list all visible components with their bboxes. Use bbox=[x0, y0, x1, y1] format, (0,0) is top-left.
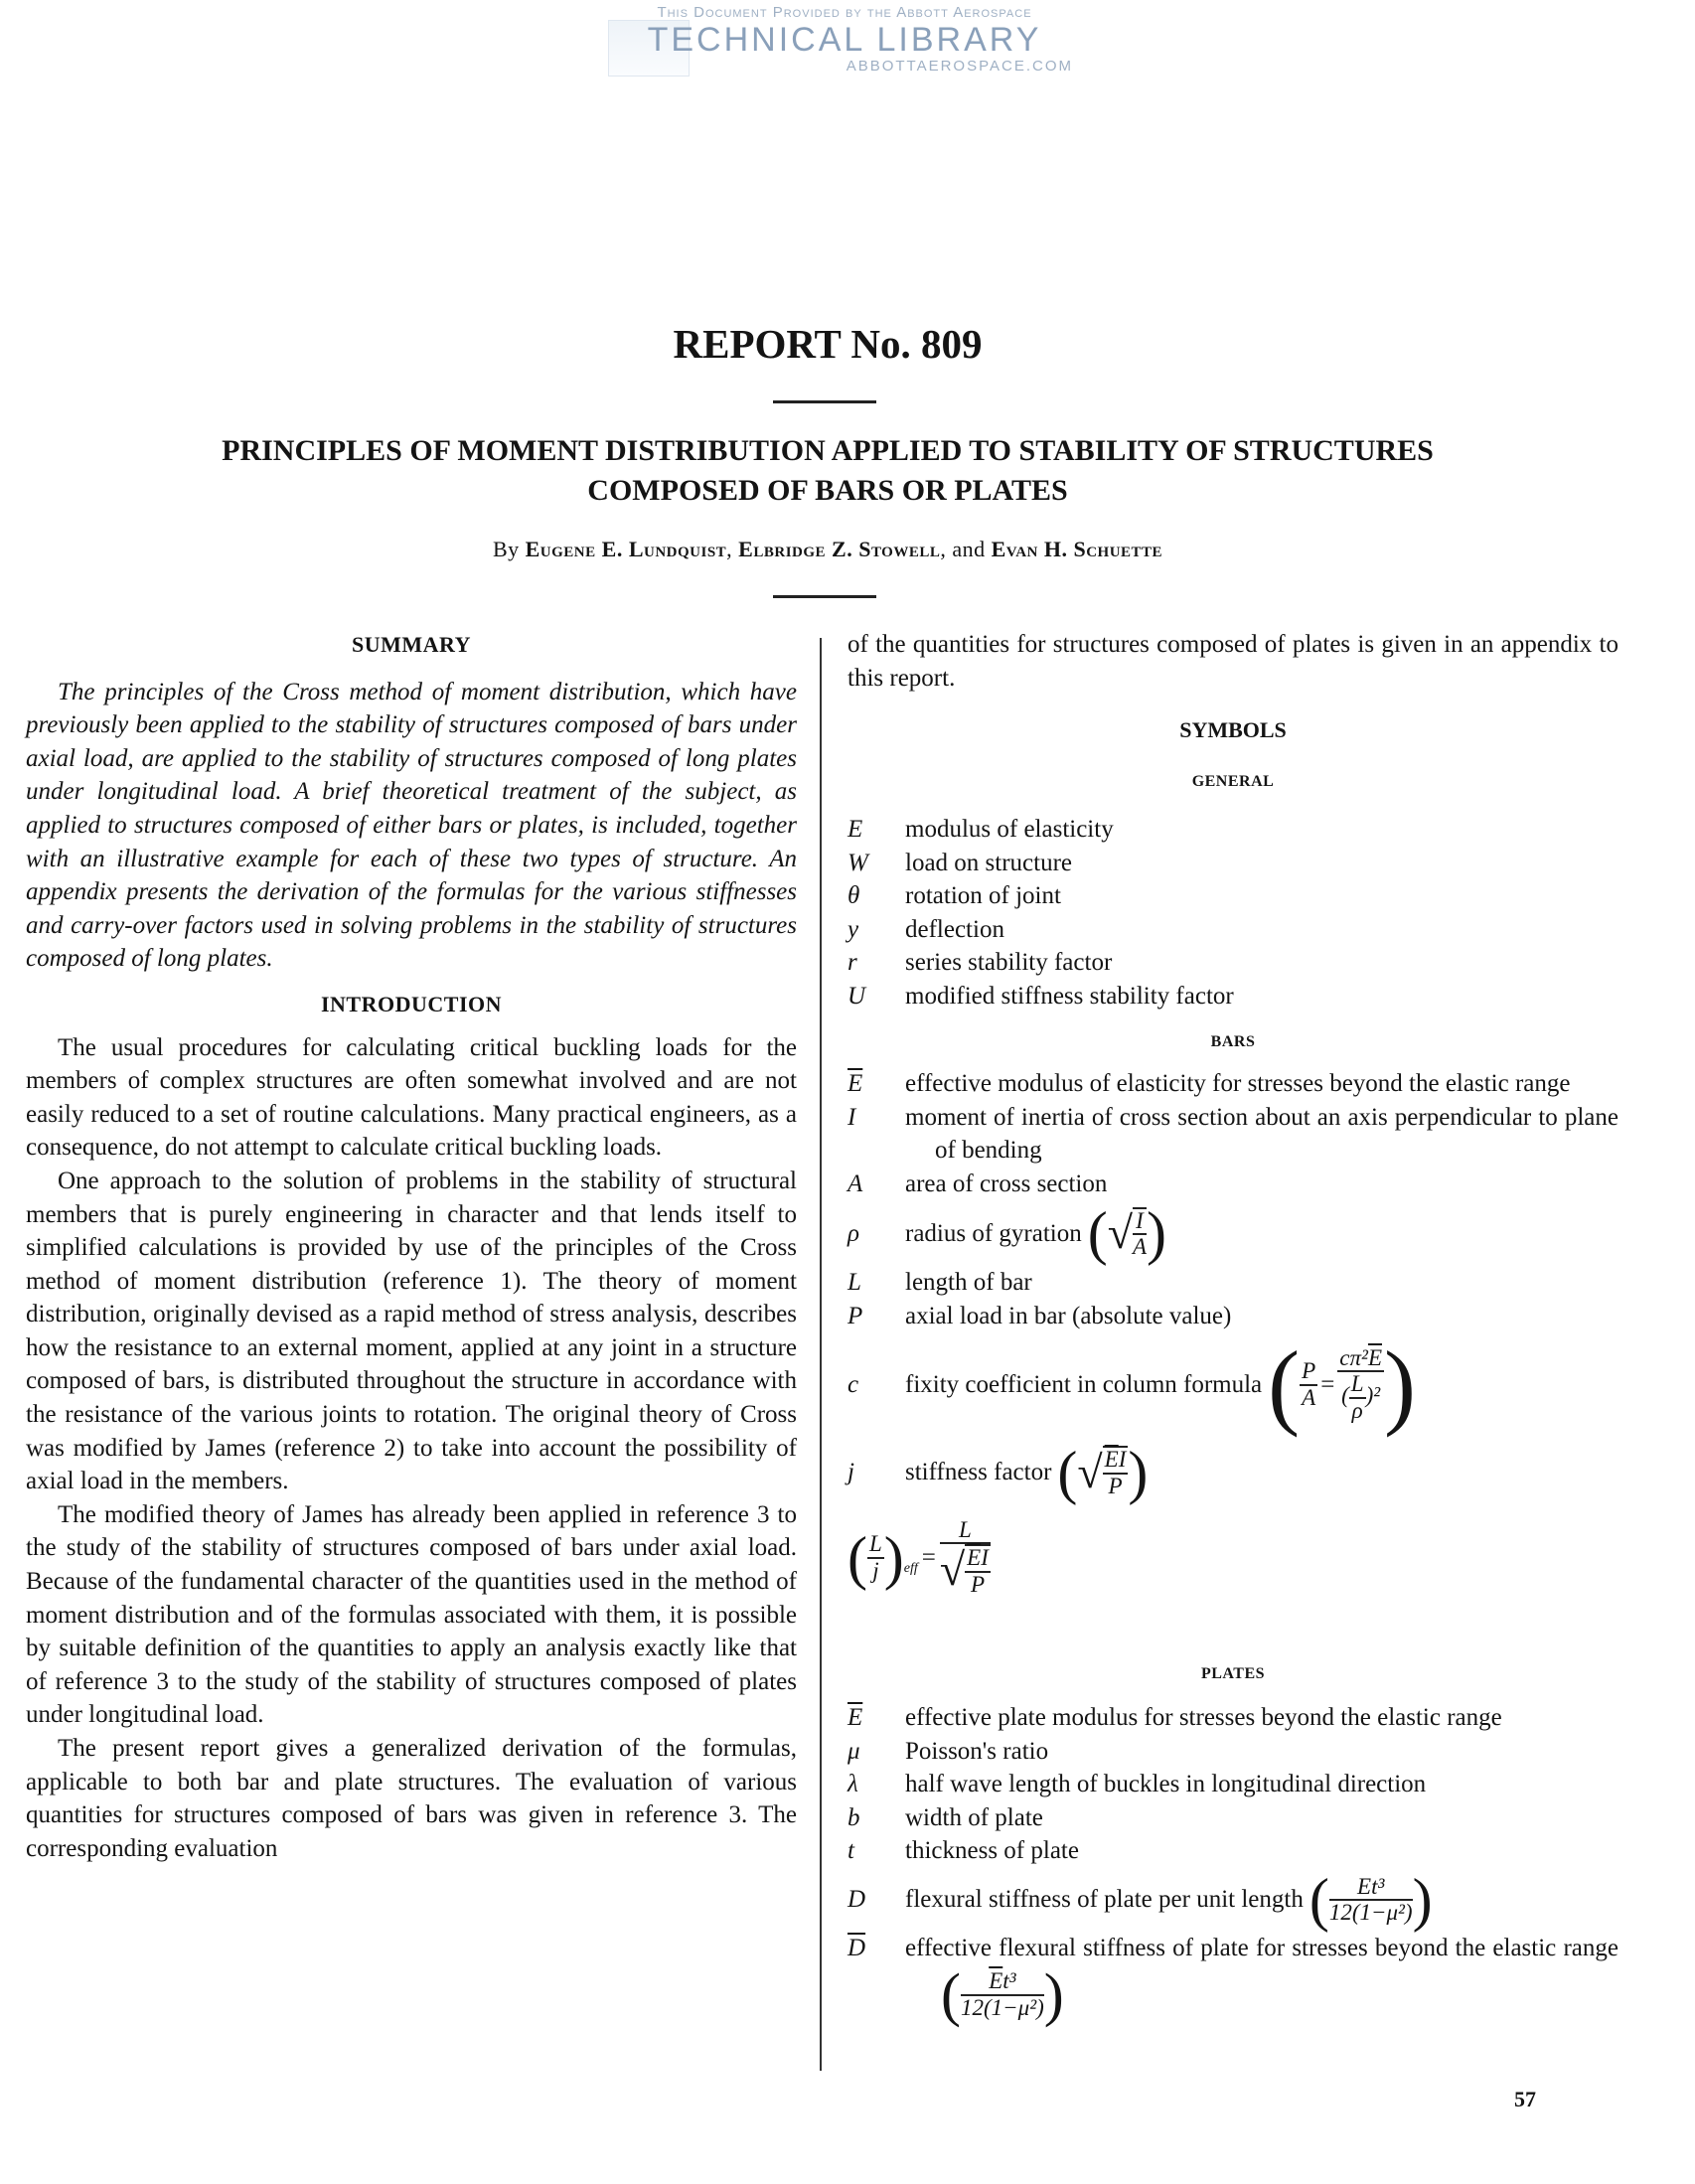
symbol: ρ bbox=[848, 1219, 859, 1247]
symbol-row bbox=[848, 1834, 1618, 1868]
title-line: PRINCIPLES OF MOMENT DISTRIBUTION APPLIED TO STABILITY OF STRUCTURES bbox=[222, 434, 1434, 467]
watermark-url: ABBOTTAEROSPACE.COM bbox=[846, 58, 1073, 75]
symbol-row bbox=[848, 1701, 1618, 1735]
symbol-row bbox=[848, 847, 1618, 880]
symbol: $\overline{D}$ bbox=[848, 1934, 866, 1961]
symbol: t bbox=[848, 1837, 854, 1865]
symbol-row bbox=[848, 1868, 1618, 1932]
symbol: y bbox=[848, 915, 859, 943]
symbol-desc: effective plate modulus for stresses beyond the elastic range bbox=[905, 1704, 1502, 1731]
symbol-desc: axial load in bar (absolute value) bbox=[905, 1302, 1232, 1329]
symbol-desc: flexural stiffness of plate per unit length bbox=[905, 1886, 1304, 1914]
symbol-row bbox=[848, 1330, 1618, 1438]
divider-rule bbox=[773, 400, 876, 403]
symbol: L bbox=[848, 1269, 861, 1297]
symbol-row bbox=[848, 879, 1618, 913]
symbol-row bbox=[848, 913, 1618, 947]
page-number: 57 bbox=[1514, 2087, 1536, 2111]
symbol-row bbox=[848, 1101, 1618, 1168]
symbol-row bbox=[848, 1067, 1618, 1101]
symbol: U bbox=[848, 982, 866, 1010]
formula: (√ $\frac{EI}{P}$ ) bbox=[1057, 1439, 1149, 1505]
watermark-line: This Document Provided by the Abbott Aerospace bbox=[657, 4, 1032, 21]
intro-paragraph: One approach to the solution of problems in the stability of structural members that is purely engineering in character and that lends itself to simplified calculations is provided by use of the principles of the Cross method of moment distribution (reference 1). The theory of moment distribution, originally devised as a rapid method of stress analysis, describes how the resistance to an external moment, applied at any joint in a structure composed of bars, is distributed throughout the structure in accordance with the resistance of the various joints to rotation. The original theory of Cross was modified by James (reference 2) to take into account the possibility of axial load in the members. bbox=[26, 1167, 797, 1495]
by-label: By bbox=[492, 537, 520, 561]
symbol: j bbox=[848, 1458, 854, 1485]
symbol: b bbox=[848, 1803, 860, 1831]
left-column bbox=[26, 628, 797, 1865]
symbol: c bbox=[848, 1370, 859, 1398]
symbol-row bbox=[848, 813, 1618, 847]
authors: By Eugene E. Lundquist, Elbridge Z. Stowell, and Evan H. Schuette bbox=[492, 537, 1163, 561]
symbol-desc: radius of gyration bbox=[905, 1219, 1082, 1247]
symbols-heading: SYMBOLS bbox=[1179, 717, 1287, 742]
symbol: I bbox=[848, 1103, 856, 1131]
symbol-row bbox=[848, 1735, 1618, 1769]
symbol-row bbox=[848, 1932, 1618, 2028]
intro-paragraph: The present report gives a generalized derivation of the formulas, applicable to both bar and plate structures. The evaluation of various quantities for structures composed of bars was given in reference 3. The corresponding evaluation bbox=[26, 1735, 797, 1862]
bars-heading: BARS bbox=[1210, 1033, 1256, 1050]
symbol-row bbox=[848, 946, 1618, 980]
summary-text: The principles of the Cross method of moment distribution, which have previously been applied to the stability of structures composed of bars under axial load, are applied to the stability of structures composed of long plates under longitudinal load. A brief theoretical treatment of the subject, as applied to structures composed of either bars or plates, is included, together with an illustrative example for each of these two types of structure. An appendix presents the derivation of the formulas for the various stiffnesses and carry-over factors used in solving problems in the stability of structures composed of long plates. bbox=[26, 678, 797, 973]
formula: ( $\frac{P}{A}$ = $c\pi^2\overline{E}$ ( $\frac{L}{\rho}$ )² ) bbox=[1268, 1330, 1416, 1438]
symbol-desc: effective modulus of elasticity for stresses beyond the elastic range bbox=[905, 1070, 1571, 1097]
symbol: E bbox=[848, 816, 863, 843]
symbol-desc: rotation of joint bbox=[905, 882, 1061, 910]
symbol-desc: Poisson's ratio bbox=[905, 1737, 1049, 1765]
and-label: and bbox=[952, 537, 986, 561]
intro-continuation: of the quantities for structures composed of plates is given in an appendix to this report. bbox=[848, 631, 1618, 692]
symbol-desc: area of cross section bbox=[905, 1170, 1108, 1197]
symbol-desc: effective flexural stiffness of plate for stresses beyond the elastic range bbox=[905, 1934, 1618, 1961]
symbol-row bbox=[848, 1768, 1618, 1801]
intro-paragraph: The usual procedures for calculating critical buckling loads for the members of complex structures are often somewhat involved and are not easily reduced to a set of routine calculations. Many practical engineers, as a consequence, do not attempt to calculate critical buckling loads. bbox=[26, 1033, 797, 1162]
symbol-row bbox=[848, 1300, 1618, 1333]
author: Elbridge Z. Stowell bbox=[738, 537, 941, 561]
watermark-title: TECHNICAL LIBRARY bbox=[647, 21, 1042, 59]
symbol-desc: deflection bbox=[905, 915, 1004, 943]
watermark bbox=[556, 4, 1133, 76]
symbol: W bbox=[848, 849, 868, 876]
symbol: D bbox=[848, 1886, 866, 1914]
plates-symbols bbox=[848, 1701, 1618, 2028]
report-number: REPORT No. 809 bbox=[673, 321, 983, 367]
symbol: $\overline{E}$ bbox=[848, 1070, 863, 1097]
symbol-row bbox=[848, 980, 1618, 1014]
page-title bbox=[0, 431, 1655, 511]
symbol-desc: length of bar bbox=[905, 1269, 1032, 1297]
formula-subscript: eff bbox=[903, 1560, 918, 1576]
symbol-row bbox=[848, 1168, 1618, 1201]
bars-symbols bbox=[848, 1067, 1618, 1608]
general-symbols bbox=[848, 813, 1618, 1014]
symbol: $\overline{E}$ bbox=[848, 1704, 863, 1731]
author: Evan H. Schuette bbox=[991, 537, 1163, 561]
column-divider bbox=[820, 638, 822, 2071]
symbol-desc: moment of inertia of cross section about an axis perpendicular to plane of bending bbox=[905, 1103, 1618, 1165]
symbol: θ bbox=[848, 882, 860, 910]
plates-heading: PLATES bbox=[1200, 1665, 1266, 1682]
symbol: r bbox=[848, 949, 857, 977]
symbol-row bbox=[848, 1437, 1618, 1508]
symbol: λ bbox=[848, 1771, 858, 1798]
symbol-desc: thickness of plate bbox=[905, 1837, 1079, 1865]
formula: ( $\frac{\overline{E}t^3}{\text{12(1−μ²)}}$ ) bbox=[941, 1961, 1064, 2028]
symbol-desc: modified stiffness stability factor bbox=[905, 982, 1234, 1010]
symbol-desc: width of plate bbox=[905, 1803, 1043, 1831]
symbol-row bbox=[848, 1200, 1618, 1266]
symbol-desc: stiffness factor bbox=[905, 1458, 1052, 1485]
divider-rule bbox=[773, 595, 876, 598]
symbol: A bbox=[848, 1170, 863, 1197]
formula: (√ $\frac{I}{A}$ ) bbox=[1087, 1200, 1167, 1267]
summary-heading: SUMMARY bbox=[351, 632, 472, 657]
symbol-desc: half wave length of buckles in longitudinal direction bbox=[905, 1771, 1427, 1798]
symbol-desc: series stability factor bbox=[905, 949, 1113, 977]
symbol-row bbox=[848, 1801, 1618, 1835]
symbol-desc-wrap bbox=[905, 1932, 1618, 2028]
introduction-heading: INTRODUCTION bbox=[320, 991, 503, 1016]
effective-length-formula: ( $\frac{L}{j}$ ) $_{eff}$ = L √ $\frac{EI}{P}$ bbox=[848, 1517, 989, 1597]
symbol-desc: fixity coefficient in column formula bbox=[905, 1370, 1263, 1398]
title-line: COMPOSED OF BARS OR PLATES bbox=[587, 474, 1068, 507]
intro-paragraph: The modified theory of James has already been applied in reference 3 to the study of the stability of structures composed of bars under axial load. Because of the fundamental character of the quantities used in the method of moment distribution and of the formulas associated with them, it is possible by suitable definition of the quantities to apply an analysis exactly like that of reference 3 to the study of the stability of structures composed of plates under longitudinal load. bbox=[26, 1500, 797, 1729]
formula-denominator: 12(1−μ²) bbox=[1328, 1899, 1413, 1925]
symbol-row bbox=[848, 1266, 1618, 1300]
author: Eugene E. Lundquist bbox=[525, 537, 727, 561]
symbol-desc: load on structure bbox=[905, 849, 1073, 876]
general-heading: GENERAL bbox=[1191, 773, 1275, 790]
symbol-desc: modulus of elasticity bbox=[905, 816, 1114, 843]
formula: ( $\frac{\text{Et³}}{\text{12(1−μ²)}}$ ) bbox=[1309, 1866, 1433, 1933]
symbol: μ bbox=[848, 1737, 860, 1765]
symbol: P bbox=[848, 1302, 863, 1329]
